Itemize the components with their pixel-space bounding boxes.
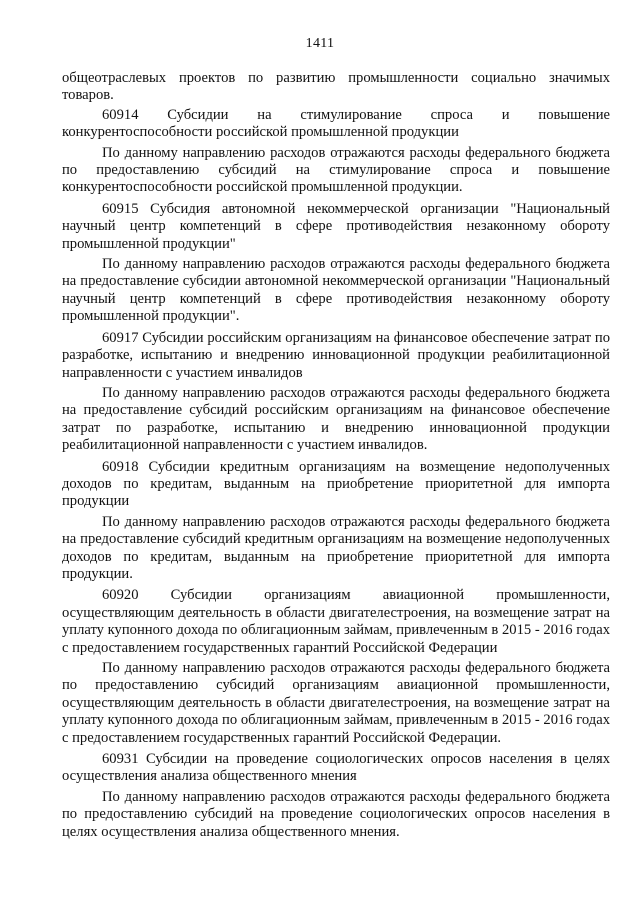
- description-60914: По данному направлению расходов отражаются расходы федерального бюджета по предоставлению субсидий на стимулирование спроса и повышение конкурентоспособности российской промышленной продукции.: [62, 144, 610, 196]
- code-heading-60931: 60931 Субсидии на проведение социологических опросов населения в целях осуществления анализа общественного мнения: [62, 751, 610, 785]
- code-heading-60918: 60918 Субсидии кредитным организациям на возмещение недополученных доходов по кредитам, выданным на приобретение приоритетной для импорта продукции: [62, 458, 610, 510]
- document-body: [62, 70, 610, 845]
- paragraph-continuation: общеотраслевых проектов по развитию промышленности социально значимых товаров.: [62, 70, 610, 104]
- code-heading-60914: 60914 Субсидии на стимулирование спроса и повышение конкурентоспособности российской промышленной продукции: [62, 106, 610, 141]
- page-number: 1411: [305, 36, 335, 51]
- description-60915: По данному направлению расходов отражаются расходы федерального бюджета на предоставление субсидии автономной некоммерческой организации "Национальный научный центр компетенций в сфере противодействия незаконному обороту промышленной продукции".: [62, 256, 610, 325]
- description-60931: По данному направлению расходов отражаются расходы федерального бюджета по предоставлению субсидий на проведение социологических опросов населения в целях осуществления анализа общественного мнения.: [62, 788, 610, 840]
- description-60918: По данному направлению расходов отражаются расходы федерального бюджета на предоставление субсидий кредитным организациям на возмещение недополученных доходов по кредитам, выданным на приобретение приоритетной для импорта продукции.: [62, 513, 610, 582]
- description-60920: По данному направлению расходов отражаются расходы федерального бюджета по предоставлению субсидий организациям авиационной промышленности, осуществляющим деятельность в области двигателестроения, на возмещение затрат на уплату купонного дохода по облигационным займам, привлеченным в 2015 - 2016 годах с предоставлением государственных гарантий Российской Федерации.: [62, 660, 610, 746]
- description-60917: По данному направлению расходов отражаются расходы федерального бюджета на предоставление субсидий российским организациям на финансовое обеспечение затрат по разработке, испытанию и внедрению инновационной продукции реабилитационной направленности с участием инвалидов.: [62, 384, 610, 454]
- code-heading-60917: 60917 Субсидии российским организациям на финансовое обеспечение затрат по разработке, испытанию и внедрению инновационной продукции реабилитационной направленности с участием инвалидов: [62, 329, 610, 381]
- code-heading-60915: 60915 Субсидия автономной некоммерческой организации "Национальный научный центр компетенций в сфере противодействия незаконному обороту промышленной продукции": [62, 200, 610, 252]
- code-heading-60920: 60920 Субсидии организациям авиационной промышленности, осуществляющим деятельность в области двигателестроения, на возмещение затрат на уплату купонного дохода по облигационным займам, привлеченным в 2015 - 2016 годах с предоставлением государственных гарантий Российской Федерации: [62, 587, 610, 656]
